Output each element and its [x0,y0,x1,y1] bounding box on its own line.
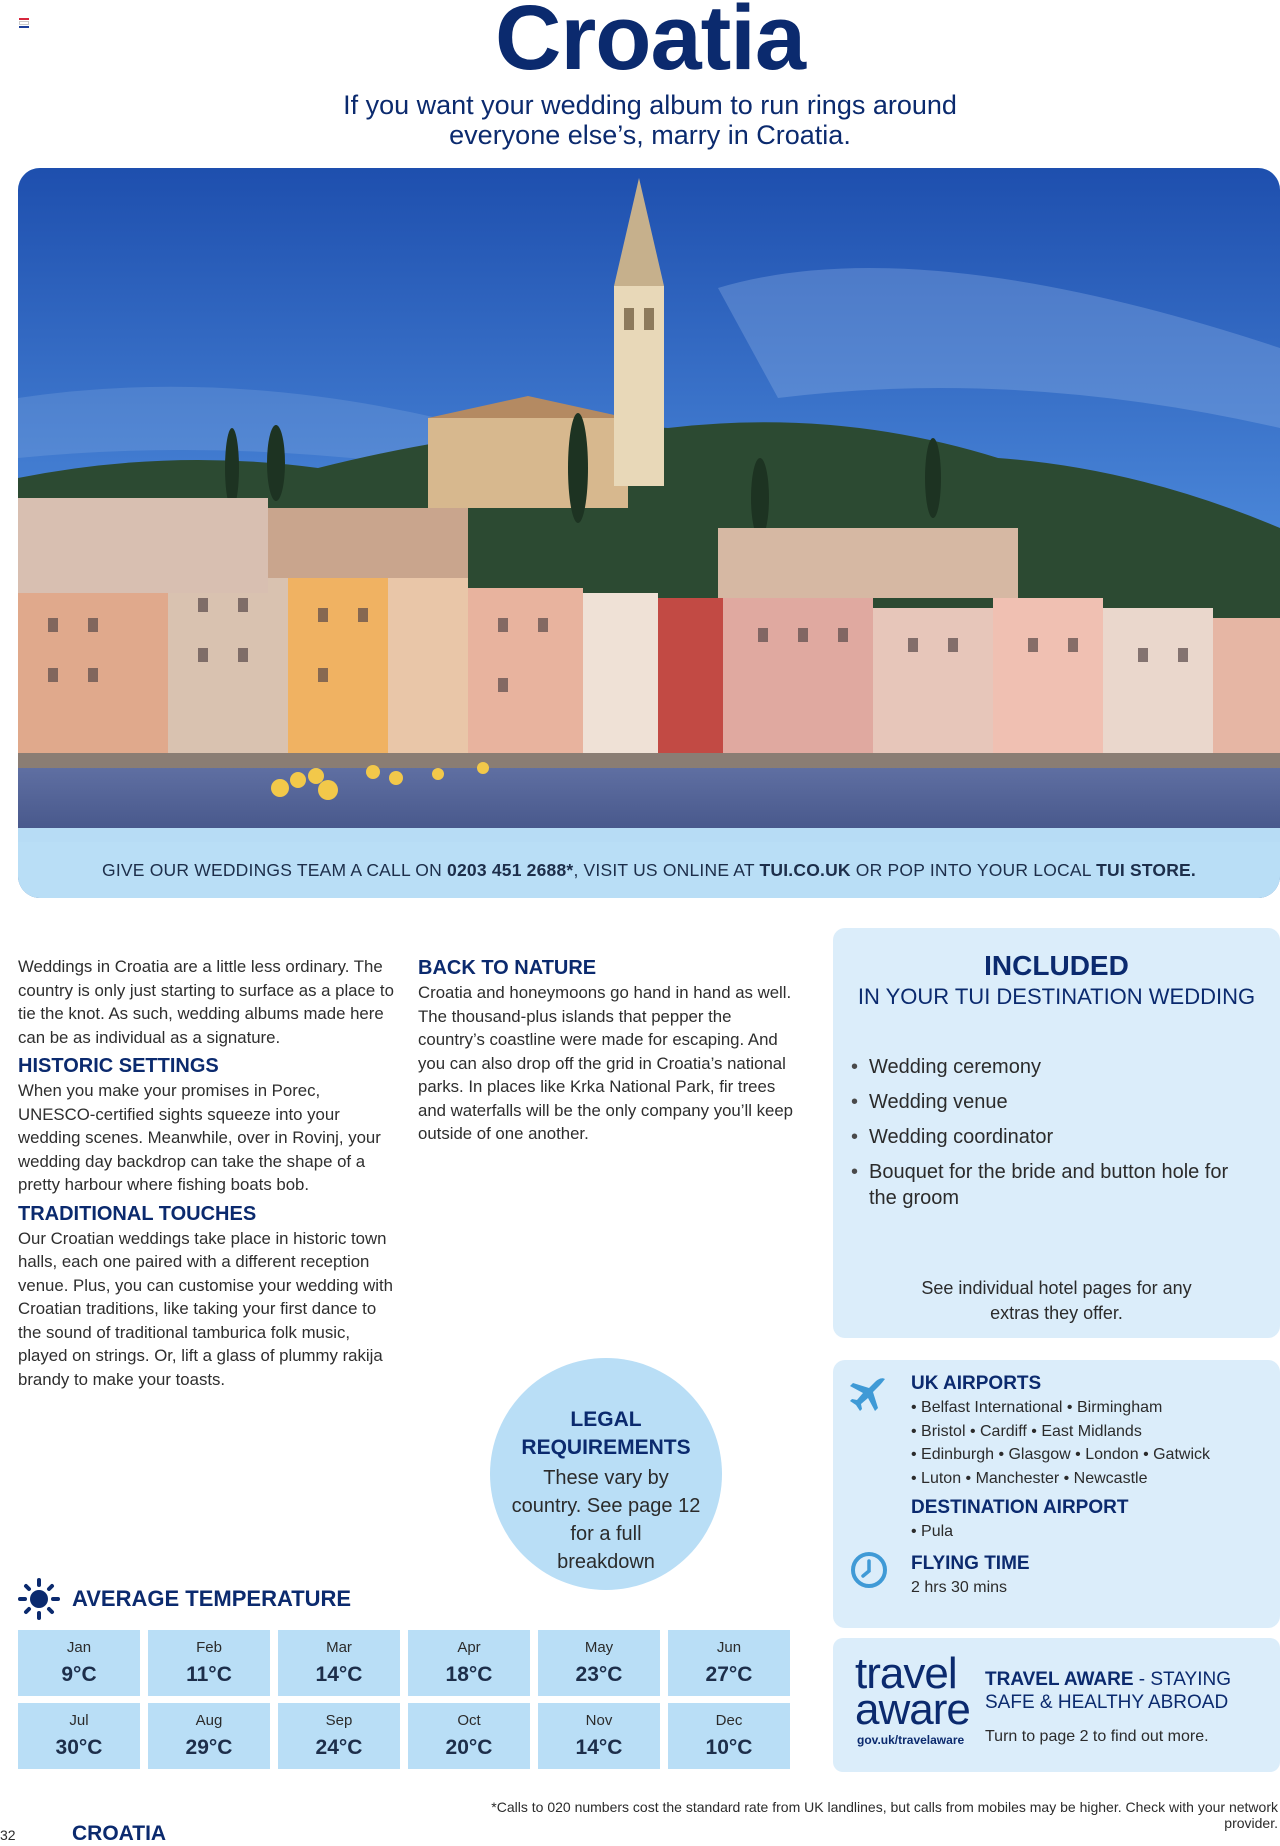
temperature-cell: Nov 14°C [538,1703,660,1769]
list-item: • Wedding coordinator [851,1124,1261,1150]
temperature-cell: Mar 14°C [278,1630,400,1696]
page-subtitle: If you want your wedding album to run rings around everyone else’s, marry in Croatia. [343,90,957,150]
temperature-cell: Jul 30°C [18,1703,140,1769]
uk-airports-line: • Edinburgh • Glasgow • London • Gatwick [911,1446,1211,1463]
travel-aware-box [833,1638,1280,1772]
destination-airport-heading: DESTINATION AIRPORT [911,1497,1129,1518]
page-number: 32 [0,1827,16,1843]
list-item: • Wedding venue [851,1089,1261,1115]
phone-number[interactable]: 0203 451 2688* [447,860,574,880]
flying-time-value: 2 hrs 30 mins [911,1578,1008,1596]
hero-image [18,168,1280,898]
traditional-text: Our Croatian weddings take place in historic town halls, each one paired with a different reception venue. Plus, you can customise your wedding with Croatian traditions, like taking your first dance to the sound of traditional tamburica folk music, played on strings. Or, lift a glass of plummy rakija brandy to make your toasts. [18,1228,393,1389]
temperature-cell: Sep 24°C [278,1703,400,1769]
plane-icon [847,1374,889,1416]
section-label: CROATIA [72,1822,167,1845]
included-note: See individual hotel pages for any extras they offer. [921,1278,1192,1323]
flying-time-heading: FLYING TIME [911,1552,1030,1574]
footnote: *Calls to 020 numbers cost the standard rate from UK landlines, but calls from mobiles may be higher. Check with your network provider. [491,1799,1278,1831]
airports-box [833,1360,1280,1628]
temperature-cell: Jan 9°C [18,1630,140,1696]
legal-requirements-badge [490,1358,722,1590]
list-item: • Wedding ceremony [851,1054,1261,1080]
uk-airports-line: • Belfast International • Birmingham [911,1399,1163,1416]
nature-text: Croatia and honeymoons go hand in hand as well. The thousand-plus islands that pepper the country’s coastline were made for escaping. And you can also drop off the grid in Croatia’s national parks. In places like Krka National Park, fir trees and waterfalls will be the only company you’ll keep outside of one another. [418,983,793,1143]
temperature-cell: Jun 27°C [668,1630,790,1696]
destination-airport-line: • Pula [911,1523,954,1540]
temperature-cell: Feb 11°C [148,1630,270,1696]
page-title: Croatia [495,0,805,89]
temperature-cell: Apr 18°C [408,1630,530,1696]
nature-heading: BACK TO NATURE [418,957,597,979]
temperature-cell: Oct 20°C [408,1703,530,1769]
traditional-heading: TRADITIONAL TOUCHES [18,1202,257,1225]
temperature-cell: May 23°C [538,1630,660,1696]
legal-text: These vary by country. See page 12 for a full breakdown [511,1467,701,1573]
travel-aware-logo: travel aware [855,1649,970,1734]
clock-icon [849,1550,889,1590]
middle-column [418,955,798,1150]
contact-banner: GIVE OUR WEDDINGS TEAM A CALL ON 0203 451 2688*, VISIT US ONLINE AT TUI.CO.UK OR POP INTO YOUR LOCAL TUI STORE. [18,842,1280,898]
travel-aware-note: Turn to page 2 to find out more. [985,1728,1209,1745]
legal-heading: LEGAL REQUIREMENTS [521,1408,691,1459]
travel-aware-heading: TRAVEL AWARE - STAYING SAFE & HEALTHY ABROAD [985,1669,1231,1713]
included-box [833,928,1280,1338]
included-heading: INCLUDED [984,950,1129,981]
website-link[interactable]: TUI.CO.UK [759,860,851,880]
uk-airports-line: • Luton • Manchester • Newcastle [911,1469,1148,1487]
temperature-cell: Dec 10°C [668,1703,790,1769]
list-item: • Bouquet for the bride and button hole for the groom [851,1159,1261,1211]
uk-airports-heading: UK AIRPORTS [911,1373,1042,1394]
temperature-grid [18,1630,792,1770]
temperature-cell: Aug 29°C [148,1703,270,1769]
historic-text: When you make your promises in Porec, UNESCO-certified sights squeeze into your wedding scenes. Meanwhile, over in Rovinj, your wedding day backdrop can take the shape of a pretty harbour where fishing boats bob. [18,1081,381,1194]
temperature-title: AVERAGE TEMPERATURE [72,1586,352,1611]
historic-heading: HISTORIC SETTINGS [18,1055,219,1077]
included-list [851,1054,1261,1211]
uk-airports-line: • Bristol • Cardiff • East Midlands [911,1422,1142,1440]
left-column [18,955,398,1395]
sun-icon [18,1578,60,1620]
included-subheading: IN YOUR TUI DESTINATION WEDDING [857,984,1256,1009]
travel-aware-link[interactable]: gov.uk/travelaware [857,1733,965,1747]
intro-text: Weddings in Croatia are a little less ordinary. The country is only just starting to surface as a place to tie the knot. As such, wedding albums made here can be as individual as a signature. [18,957,394,1047]
